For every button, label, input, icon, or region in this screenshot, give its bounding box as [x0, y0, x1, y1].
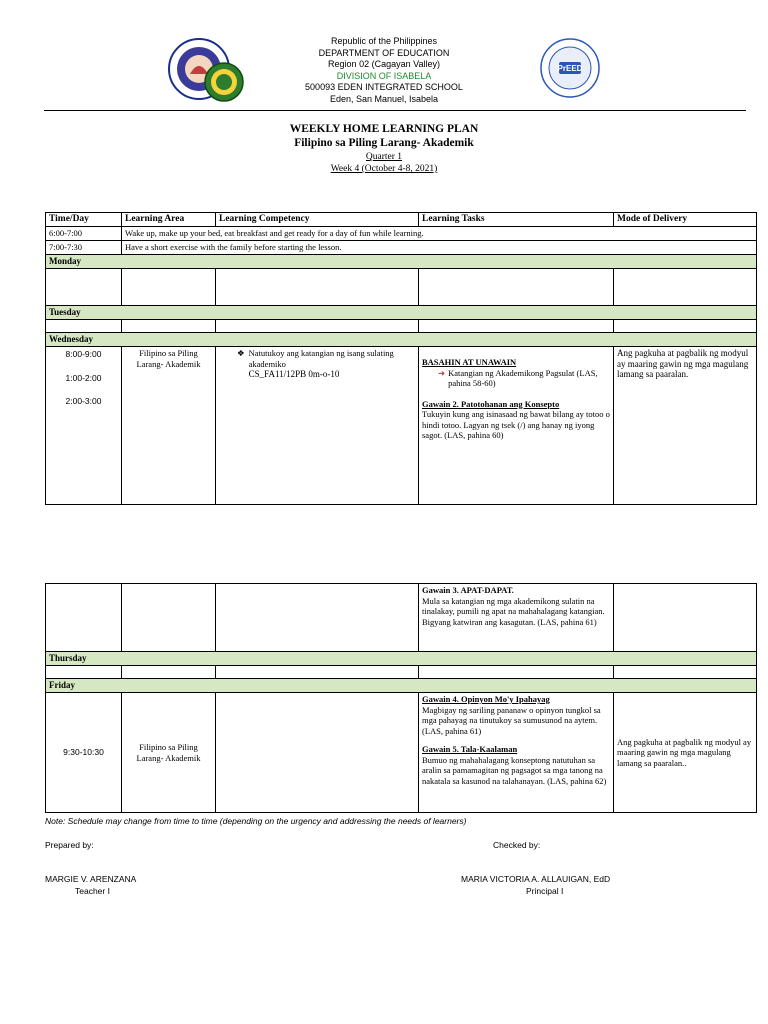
- arrow-bullet-icon: ➜: [438, 367, 446, 378]
- gawain-3-title: Gawain 3. APAT-DAPAT.: [422, 585, 514, 595]
- day-wednesday: Wednesday: [46, 333, 757, 347]
- day-thursday: Thursday: [46, 652, 757, 666]
- learning-plan-table: [45, 212, 757, 505]
- header-mode-of-delivery: Mode of Delivery: [614, 213, 757, 227]
- friday-tasks: [419, 693, 614, 813]
- friday-mode: Ang pagkuha at pagbalik ng modyul ay maaring gawin ng mga magulang lamang sa paaralan..: [614, 693, 757, 813]
- diamond-bullet-icon: ❖: [237, 348, 245, 358]
- prepared-by-label: Prepared by:: [45, 840, 94, 850]
- routine-time: 7:00-7:30: [46, 241, 122, 255]
- time-slot: 2:00-3:00: [65, 396, 102, 406]
- continued-tasks: [419, 584, 614, 652]
- header-line: Eden, San Manuel, Isabela: [329, 93, 439, 104]
- week-label: Week 4 (October 4-8, 2021): [330, 164, 438, 174]
- time-slot: 8:00-9:00: [65, 349, 102, 359]
- header-line: Region 02 (Cagayan Valley): [328, 59, 440, 69]
- competency-code: CS_FA11/12PB 0m-o-10: [248, 369, 340, 379]
- header-learning-area: Learning Area: [122, 213, 216, 227]
- wednesday-competency: [216, 347, 419, 505]
- division-name: DIVISION OF ISABELA: [336, 70, 432, 81]
- wednesday-learning-area: Filipino sa Piling Larang- Akademik: [122, 347, 216, 505]
- header-line: DEPARTMENT OF EDUCATION: [318, 47, 450, 58]
- gawain-2-title: Gawain 2. Patotohanan ang Konsepto: [422, 398, 560, 409]
- time-slot: 1:00-2:00: [65, 372, 102, 383]
- gawain-4-title: Gawain 4. Opinyon Mo'y Ipahayag: [422, 694, 550, 704]
- routine-time: 6:00-7:00: [46, 227, 122, 241]
- gawain-2-text: Tukuyin kung ang isinasaad ng bawat bilang ay totoo o hindi totoo. Lagyan ng tsek (/) ang hanay ng iyong sagot. (LAS, pahina 60): [422, 409, 610, 440]
- routine-text: Wake up, make up your bed, eat breakfast and get ready for a day of fun while learning.: [122, 227, 757, 241]
- svg-text:PrEED: PrEED: [557, 64, 583, 73]
- header-line: 500093 EDEN INTEGRATED SCHOOL: [305, 82, 463, 92]
- school-header: [0, 36, 768, 105]
- checked-by-label: Checked by:: [493, 840, 541, 850]
- gawain-3-text: Mula sa katangian ng mga akademikong sulatin na tinalakay, pumili ng apat na mahahalagang katangian. Bigyang katwiran ang kasagutan. (LAS, pahina 61): [422, 595, 605, 627]
- day-friday: Friday: [46, 679, 757, 693]
- wednesday-tasks: [419, 347, 614, 505]
- task-item: Katangian ng Akademikong Pagsulat (LAS, pahina 58-60): [448, 367, 598, 388]
- preparer-title: Teacher I: [75, 886, 110, 896]
- competency-text: Natutukoy ang katangian ng isang sulating akademiko: [248, 348, 394, 369]
- gawain-5-text: Bumuo ng mahahalagang konseptong natutuhan sa aralin sa pamamagitan ng pagsagot sa mga tanong na nakatala sa kasunod na talahanayan. (LAS, pahina 62): [422, 754, 607, 786]
- header-time-day: Time/Day: [46, 213, 122, 227]
- wednesday-mode: Ang pagkuha at pagbalik ng modyul ay maaring gawin ng mga magulang lamang sa paaralan.: [614, 347, 757, 505]
- header-line: Republic of the Philippines: [330, 36, 438, 46]
- subject-title: Filipino sa Piling Larang- Akademik: [294, 137, 474, 149]
- routine-text: Have a short exercise with the family before starting the lesson.: [122, 241, 757, 255]
- friday-learning-area: Filipino sa Piling Larang- Akademik: [122, 693, 216, 813]
- header-learning-tasks: Learning Tasks: [419, 213, 614, 227]
- checker-name: MARIA VICTORIA A. ALLAUIGAN, EdD: [461, 874, 611, 884]
- schedule-note: Note: Schedule may change from time to time (depending on the urgency and addressing the needs of learners): [45, 816, 467, 826]
- day-monday: Monday: [46, 255, 757, 269]
- learning-plan-table-continued: [45, 583, 757, 813]
- friday-time: 9:30-10:30: [46, 693, 122, 813]
- plan-title: WEEKLY HOME LEARNING PLAN: [289, 123, 479, 135]
- task-heading: BASAHIN AT UNAWAIN: [422, 357, 517, 367]
- checker-title: Principal I: [526, 886, 564, 896]
- header-divider: [44, 110, 746, 111]
- day-tuesday: Tuesday: [46, 306, 757, 320]
- gawain-5-title: Gawain 5. Tala-Kaalaman: [422, 744, 518, 754]
- wednesday-times: [46, 347, 122, 505]
- gawain-4-text: Magbigay ng sariling pananaw o opinyon tungkol sa mga pahayag na tinutukoy sa sumusunod na aytem. (LAS, pahina 61): [422, 704, 601, 736]
- quarter-label: Quarter 1: [365, 152, 403, 162]
- header-learning-competency: Learning Competency: [216, 213, 419, 227]
- preparer-name: MARGIE V. ARENZANA: [45, 874, 137, 884]
